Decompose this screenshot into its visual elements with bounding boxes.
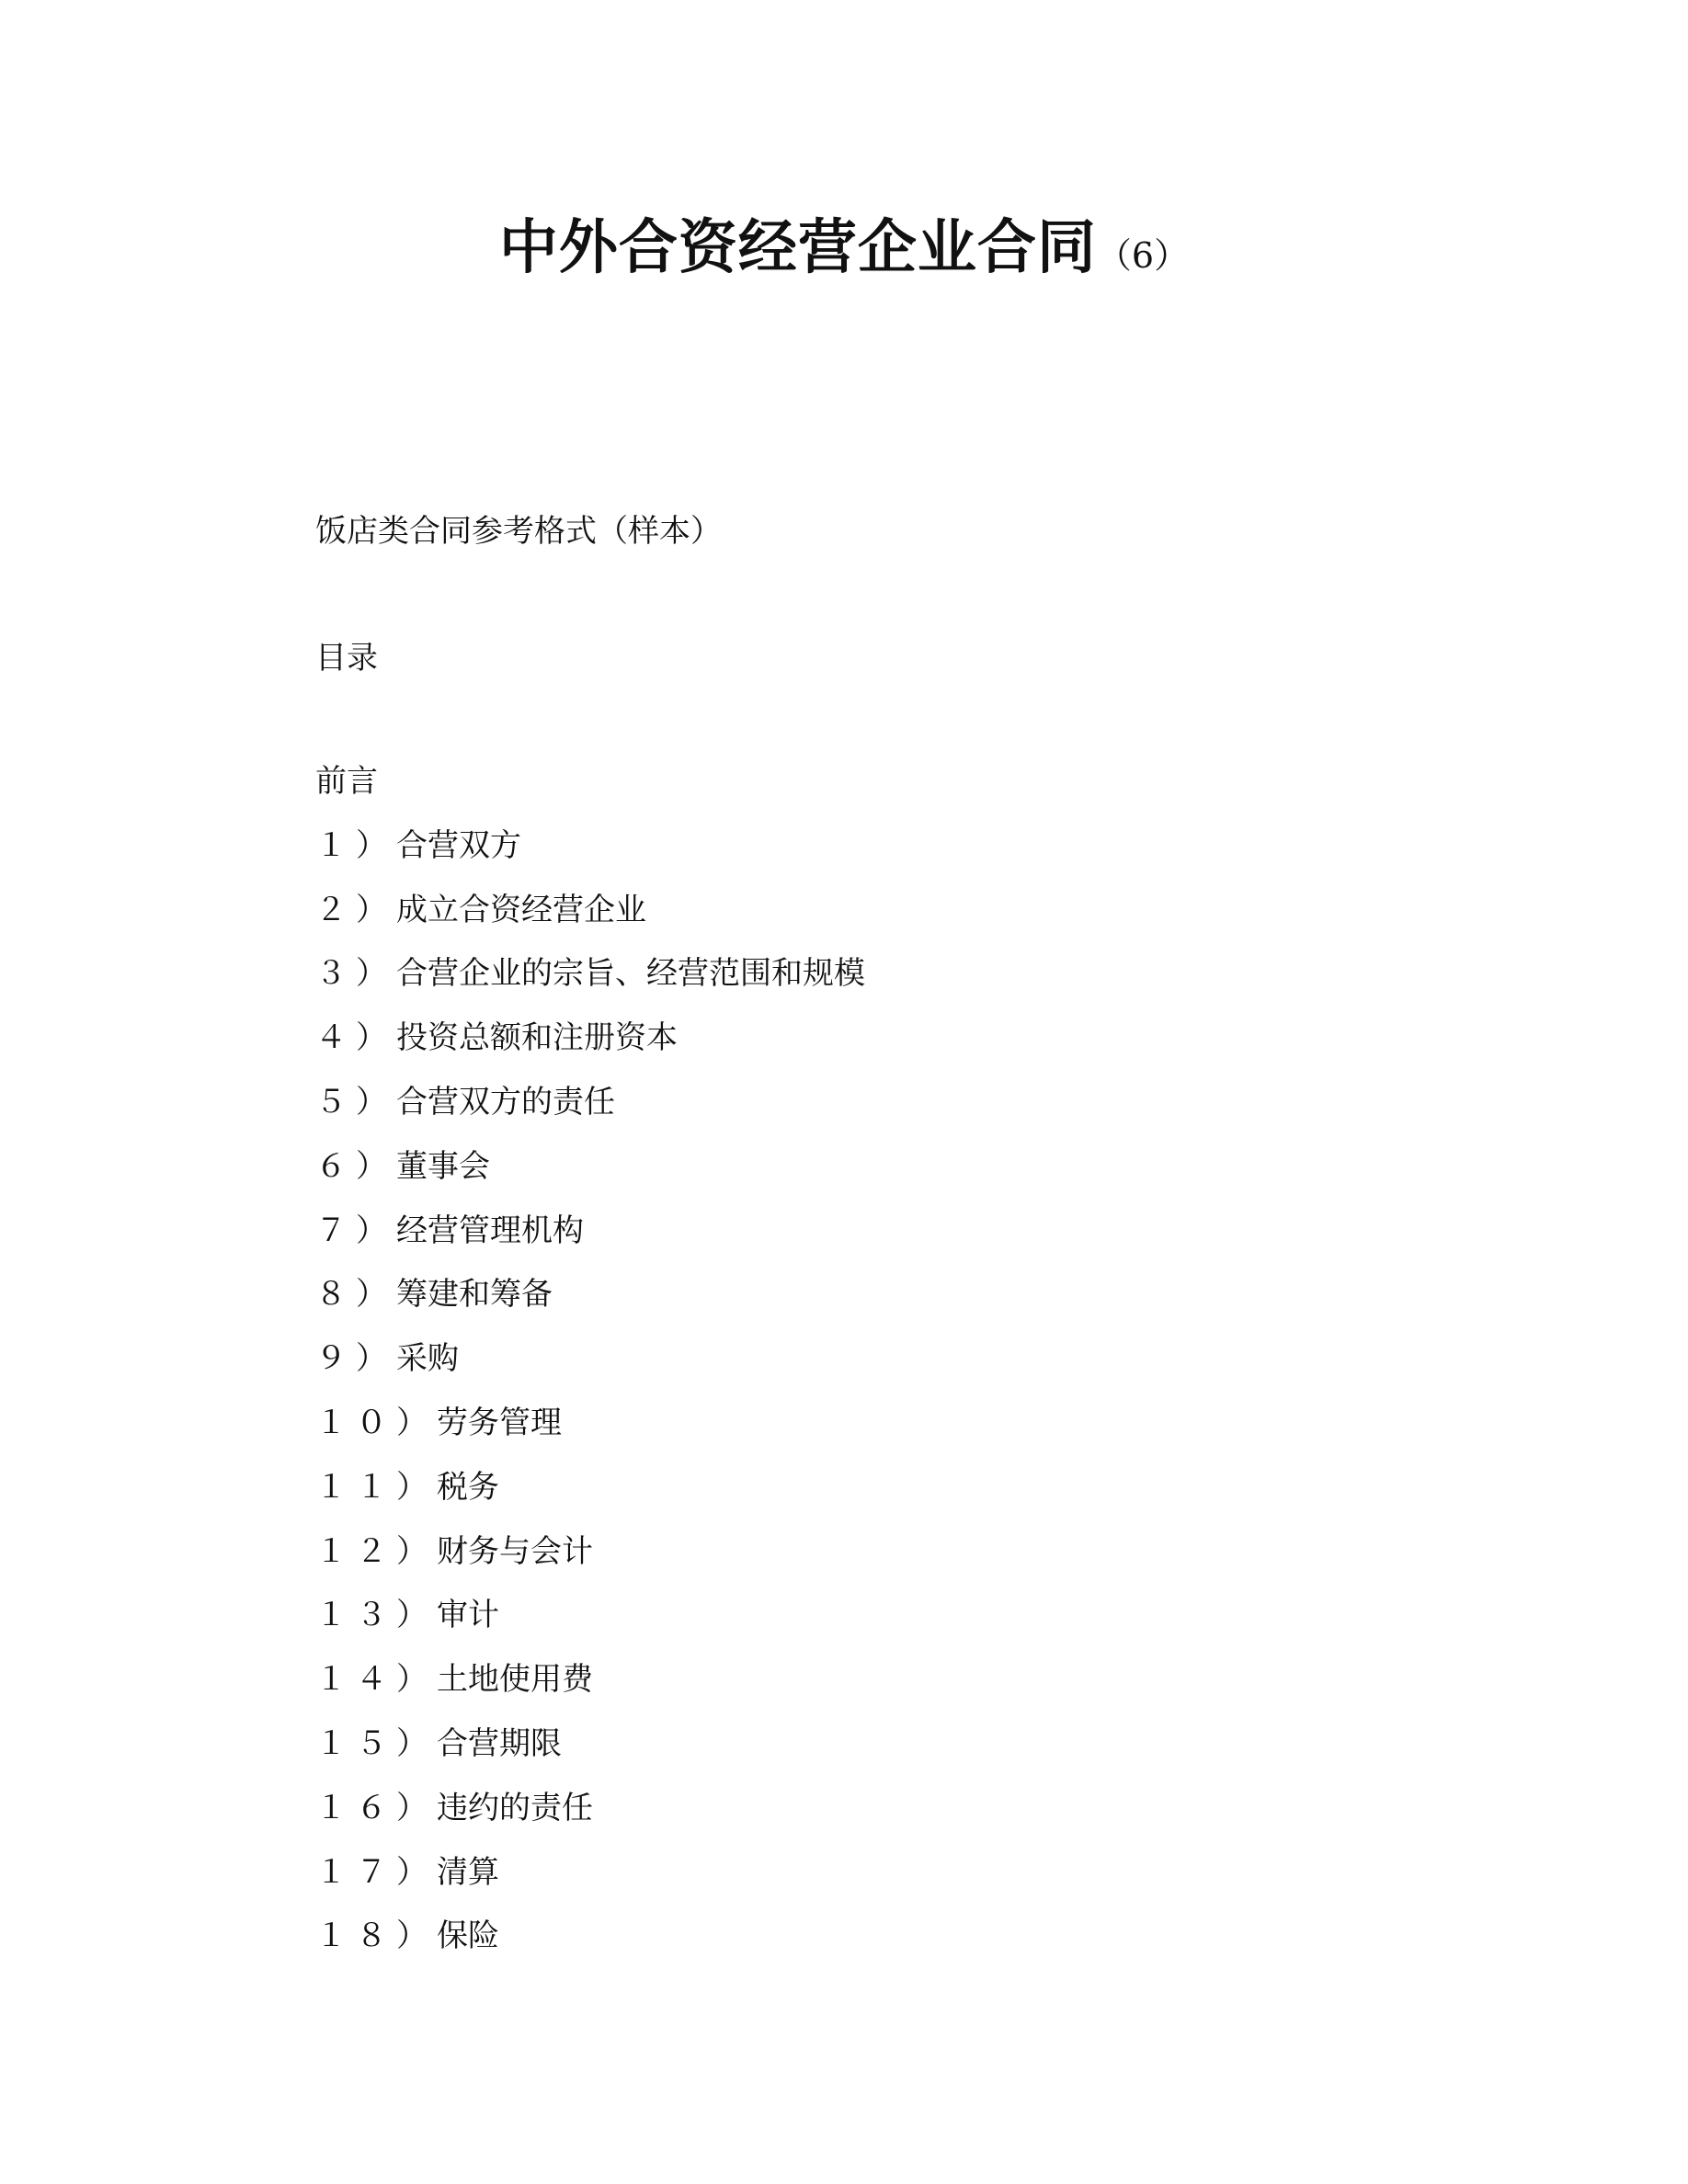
toc-item [315, 761, 865, 825]
toc-item-text: 税务 [437, 1468, 499, 1506]
toc-item-text: 清算 [437, 1853, 499, 1891]
toc-list [315, 761, 865, 1980]
toc-item-number: １５） [315, 1724, 437, 1762]
toc-item-number: ７） [315, 1211, 396, 1249]
toc-item [315, 890, 865, 954]
toc-item [315, 1723, 865, 1788]
toc-item-text: 财务与会计 [437, 1532, 593, 1570]
toc-item-number: １２） [315, 1532, 437, 1570]
toc-item [315, 1788, 865, 1852]
document-subtitle: 饭店类合同参考格式（样本） [315, 513, 722, 550]
toc-item-text: 筹建和筹备 [396, 1276, 553, 1314]
toc-item-number: ５） [315, 1083, 396, 1120]
toc-item-number: １４） [315, 1661, 437, 1699]
toc-item-text: 前言 [315, 763, 378, 800]
toc-item [315, 1338, 865, 1403]
document-title-main: 中外合资经营企业合同 [498, 214, 1097, 282]
toc-item-number: １７） [315, 1853, 437, 1891]
toc-item [315, 1082, 865, 1146]
toc-item-text: 采购 [396, 1340, 459, 1378]
toc-item-text: 劳务管理 [437, 1404, 562, 1441]
toc-item [315, 1852, 865, 1917]
toc-item [315, 1274, 865, 1338]
toc-item [315, 1595, 865, 1659]
toc-item-number: ２） [315, 891, 396, 928]
toc-item-number: ６） [315, 1147, 396, 1185]
toc-item-number: ３） [315, 955, 396, 993]
toc-item-number: １６） [315, 1789, 437, 1826]
toc-item [315, 1146, 865, 1211]
toc-item-number: １１） [315, 1468, 437, 1506]
toc-item-text: 董事会 [396, 1147, 490, 1185]
toc-item [315, 1211, 865, 1275]
document-title-suffix: （6） [1096, 235, 1190, 276]
document-title [0, 200, 1688, 285]
toc-item [315, 825, 865, 890]
toc-item [315, 1916, 865, 1980]
toc-item-number: １８） [315, 1917, 437, 1955]
toc-item-text: 投资总额和注册资本 [396, 1019, 678, 1057]
toc-item-text: 审计 [437, 1597, 499, 1634]
toc-item [315, 1531, 865, 1596]
toc-item [315, 1018, 865, 1082]
toc-item-number: ８） [315, 1276, 396, 1314]
toc-item-number: ４） [315, 1019, 396, 1057]
toc-item-text: 保险 [437, 1917, 499, 1955]
toc-item-number: １０） [315, 1404, 437, 1441]
toc-item-text: 合营双方 [396, 826, 521, 864]
toc-item [315, 953, 865, 1018]
toc-item-text: 合营期限 [437, 1724, 562, 1762]
toc-item-number: １） [315, 826, 396, 864]
toc-item [315, 1403, 865, 1467]
toc-item-text: 成立合资经营企业 [396, 891, 646, 928]
toc-item-text: 经营管理机构 [396, 1211, 584, 1249]
toc-item-text: 合营企业的宗旨、经营范围和规模 [396, 955, 865, 993]
toc-item-text: 违约的责任 [437, 1789, 593, 1826]
toc-item-number: ９） [315, 1340, 396, 1378]
toc-item-text: 合营双方的责任 [396, 1083, 615, 1120]
toc-heading: 目录 [315, 640, 378, 677]
toc-item [315, 1659, 865, 1723]
toc-item-number: １３） [315, 1597, 437, 1634]
toc-item [315, 1467, 865, 1531]
toc-item-text: 土地使用费 [437, 1661, 593, 1699]
